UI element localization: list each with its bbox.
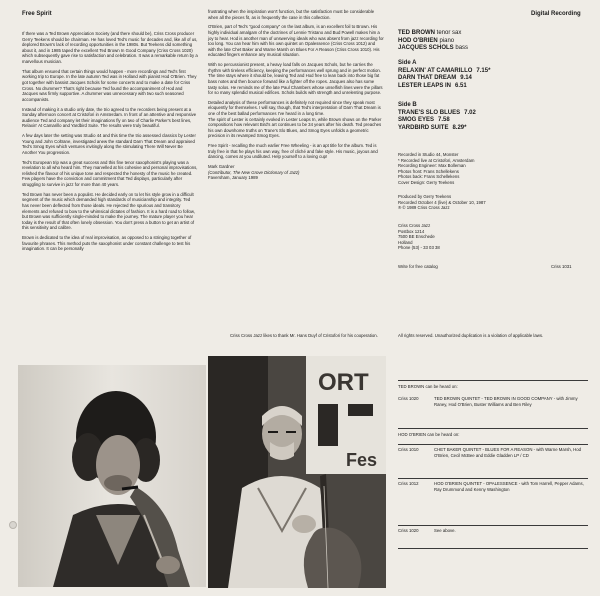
digital-recording-label: Digital Recording [531,11,581,17]
liner-paragraph: Brown is dedicated to the idea of real improvisation, as opposed to a stringing together of favourite phrases. This method puts the saxophonist under constant challenge to test his imagination. It can be personally [22,235,192,252]
photo-bassist-image [208,356,386,588]
live-mark: * [464,124,467,131]
hod-discography-heading: HOD O'BRIEN can be heard on: [398,432,460,437]
catalog-request: Write for free catalog [398,264,438,269]
credit-line: * Recorded live at Cristofori, Amsterdam [398,157,475,163]
liner-paragraph: Ted's European trip was a great success and this fine tenor saxophonist's playing was a revelation to all who heard him. They marvelled at his cohesive and personal improvisations, relished the flavour of his unique tone and respected the honesty of the music he created. Few players have the conviction and commitment that Ted displays, particularly after struggling to survive in jazz for more than 40 years. [22,159,198,187]
production-line: Recorded October 4 (live) & October 10, 1987 [398,199,486,205]
musician-instrument: bass [455,45,469,52]
liner-notes-column-2 [208,9,384,181]
musician-name: JACQUES SCHOLS [398,45,454,52]
catalog-number: Criss 1031 [551,264,572,269]
discography-catalog: Criss 1012 [398,481,419,486]
discography-text: TED BROWN QUINTET - TED BROWN IN GOOD COMPANY - with Jimmy Raney, Hod O'Brien, Buster Williams and Ben Riley [434,396,578,407]
track-title: TRANE'S SLO BLUES [398,109,461,116]
track-row [398,117,476,125]
discography-catalog: Criss 1010 [398,447,419,452]
thanks-note: Criss Cross Jazz likes to thank Mr. Hans Duyf of Cristofori for his cooperation. [230,333,378,338]
liner-paragraph: Free Spirit - recalling the much earlier Free Wheeling - is an apt title for the album. Ted is truly free in that he plays his own way, free of cliché and fake style. His music, joyous and dancing, comes at you undiluted. Help yourself to a loving cup! [208,143,378,160]
credit-line: Photos front: Frans Schellekens [398,168,459,174]
signature-name: Mark Gardner [208,164,235,170]
liner-paragraph: The spirit of Lester is certainly evoked in Lester Leaps In, while Brown shows on the Parker compositions how relevant Bird's art continues to be 34 years after his death. Ted preaches his own downhome truths on Trane's Slo Blues, and Smog Eyes unfolds a geometric precision in its revamped Smog Eyes. [208,116,382,139]
signature-date: Faversham, January 1989 [208,175,258,181]
personnel-row [398,30,468,38]
discography-catalog: Criss 1020 [398,396,419,401]
stage-sign-text-2: Fes [346,450,378,470]
divider [398,380,588,381]
divider [398,428,588,429]
divider [398,525,588,526]
musician-instrument: piano [439,37,455,44]
track-title: LESTER LEAPS IN [398,82,452,89]
divider [398,548,588,549]
production-info [398,194,588,211]
photo-saxophonist [18,365,206,587]
discography-entry [398,528,588,538]
liner-paragraph: O'Brien, part of Ted's "good company" on the last album, is an excellent foil to Brown. His highly individual amalgam of the doctrines of Lennie Tristano and Bud Powell makes him a joy to hear. Hod is another man of unswerving ideals who was absent from jazz recording for too long. You can hear him with his own quintet on Opalessence (Criss Cross 1012) and with the late Chet Baker and Warne Marsh on Blues For A Reason (Criss Cross 1010). His educated fingers enhance any musical situation. [208,24,384,58]
photo-bassist [208,356,386,588]
personnel-list [398,30,468,53]
track-row [398,75,490,83]
address-line: Criss Cross Jazz [398,223,431,228]
discography-entry [398,447,588,475]
recording-credits [398,152,588,186]
track-row [398,68,490,76]
photo-saxophonist-image [18,365,206,587]
address-line: Holland [398,239,413,245]
discography-entry [398,481,588,507]
discography-entry [398,396,588,420]
ted-discography-heading: TED BROWN can be heard on: [398,384,458,389]
side-a-tracklist [398,60,490,90]
stage-sign-text: ORT [318,369,369,396]
credit-line: Recorded in Studio 44, Monster [398,152,459,157]
address-line: 7500 BE Enschede [398,234,435,240]
liner-paragraph: Ted Brown has never been a populist. He decided early on to let his style grow in a difficult segment of the music which demanded high standards of musicianship and integrity. Ted has never been deflected from those ideals. He rejected the spurious and transitory elements and refused to bow to the whimsical dictates of fashion. It is a hard road to follow, but Brown was sufficiently single-minded to make the journey. The mature player you hear today is the result of that often lonely obsession. You don't press a button to get an artist of this sensitivity and calibre. [22,191,195,231]
discography-text: CHET BAKER QUINTET - BLUES FOR A REASON - with Warne Marsh, Hod O'Brien, Cecil McBee and Eddie Gladden LP / CD [434,447,582,458]
musician-name: HOD O'BRIEN [398,37,438,44]
personnel-row [398,45,468,53]
track-duration: 9.14 [460,75,472,82]
label-address [398,223,588,251]
musician-instrument: tenor sax [436,30,462,36]
credit-line: Cover Design: Gerry Teekens [398,179,455,185]
liner-paragraph: frustrating when the inspiration won't function, but the satisfaction must be considerable when all the pieces fit, as is frequently the case in this collection. [208,9,375,20]
discography-text: See above. [434,528,456,533]
track-duration: 7.02 [464,109,476,116]
track-row [398,125,476,133]
discography-catalog: Criss 1020 [398,528,419,533]
side-b-tracklist [398,102,476,132]
track-duration: 6.51 [455,82,467,89]
address-line: Postbox 1214 [398,228,425,234]
track-duration: 8.29 [452,124,465,131]
track-title: YARDBIRD SUITE [398,124,449,131]
track-row [398,83,490,91]
track-title: DARN THAT DREAM [398,75,457,82]
liner-paragraph: Detailed analysis of these performances is definitely not required since they speak most eloquently for themselves. I will say, though, that Ted's interpretation of Darn That Dream is one of the best ballad performances I've heard in a long time. [208,99,381,117]
track-duration: 7.58 [438,117,450,124]
track-title: RELAXIN' AT CAMARILLO [398,67,473,74]
divider [398,478,588,479]
liner-paragraph: With no percussionist present, a heavy load falls on Jacques Schols, but he carries the rhythm with tireless efficiency, keeping the performances well sprung and in perfect motion. The time stays where it should be, leaving Ted and Hod free to lean back into those big fat bass notes and then bounce forward like a fighter off the ropes. Jacques also has some tasty solos. He reminds me of the late Paul Chambers whose unselfish lines were the pillars for so many splendid musical edifices. Schols builds with strength and unrelenting purpose. [208,62,383,96]
divider [398,444,588,445]
address-line: Phone (53) - 33 03 38 [398,245,440,251]
side-b-label: Side B [398,102,417,108]
track-row [398,110,476,118]
liner-paragraph: Instead of making it a studio only date, the trio agreed to the recorders being present at a Sunday afternoon concert at Cristofori in Amsterdam. In front of an attentive and responsive audience Ted and company let their imaginations fly on two of Charlie Parker's best lines, Relaxin' At Camarillo and Yardbird Suite. The results were truly beautiful. [22,106,197,129]
signature-affiliation: (Contributor, The New Grove Dictionary of Jazz) [208,169,300,175]
live-mark: * [488,67,491,74]
production-line: ℗ © 1989 Criss Cross Jazz [398,205,450,211]
musician-name: TED BROWN [398,30,435,36]
track-duration: 7.15 [476,67,489,74]
credit-line: Recording Engineer: Max Bolleman [398,163,466,169]
liner-paragraph: A few days later the setting was Studio 44 and this time the trio assessed classics by Lester Young and John Coltrane, investigated anew the standard Darn That Dream and appraised Ted's Smog Eyes which ventures invitingly along the stimulating There Will Never Be Another You progression. [22,133,196,155]
liner-paragraph: If there was a Ted Brown Appreciation Society (and there should be), Criss Cross producer Gerry Teekens should be chairman. He has loved Ted's music for decades and, like all of us, deplored Brown's lack of recording opportunities in the 1980s. But Teekens did something about it, and in 1985 taped the excellent Ted Brown In Good Company (Criss Cross 1020) which subsequently gave rise to satisfaction and celebration. It was a remarkable return by a marvellous musician. [22,31,198,64]
liner-notes-column-1 [22,31,198,256]
discography-text: HOD O'BRIEN QUINTET - OPALESSENCE - with Tom Harrell, Pepper Adams, Ray Drummond and Kenny Washington [434,481,584,492]
personnel-row [398,38,468,46]
liner-paragraph: That album ensured that certain things would happen - more recordings and Ted's first working trip to Europe. In the late autumn Ted was in Holland with pianist Hod O'Brien. They got together with bassist Jacques Schols for some concerts and to make a date for Criss Cross. No drummer? That's right because Ted found the accompaniment of Hod and Jacques was firmly supportive. A drummer was unnecessary with two such seasoned accompanists. [22,68,197,102]
track-title: SMOG EYES [398,117,435,124]
credit-line: Photos back: Frans Schellekens [398,174,460,180]
side-a-label: Side A [398,60,417,66]
binding-hole [9,521,17,529]
album-title-header: Free Spirit [22,11,52,17]
rights-notice: All rights reserved. Unauthorized duplication is a violation of applicable laws. [398,333,544,338]
production-line: Produced by Gerry Teekens [398,194,452,199]
